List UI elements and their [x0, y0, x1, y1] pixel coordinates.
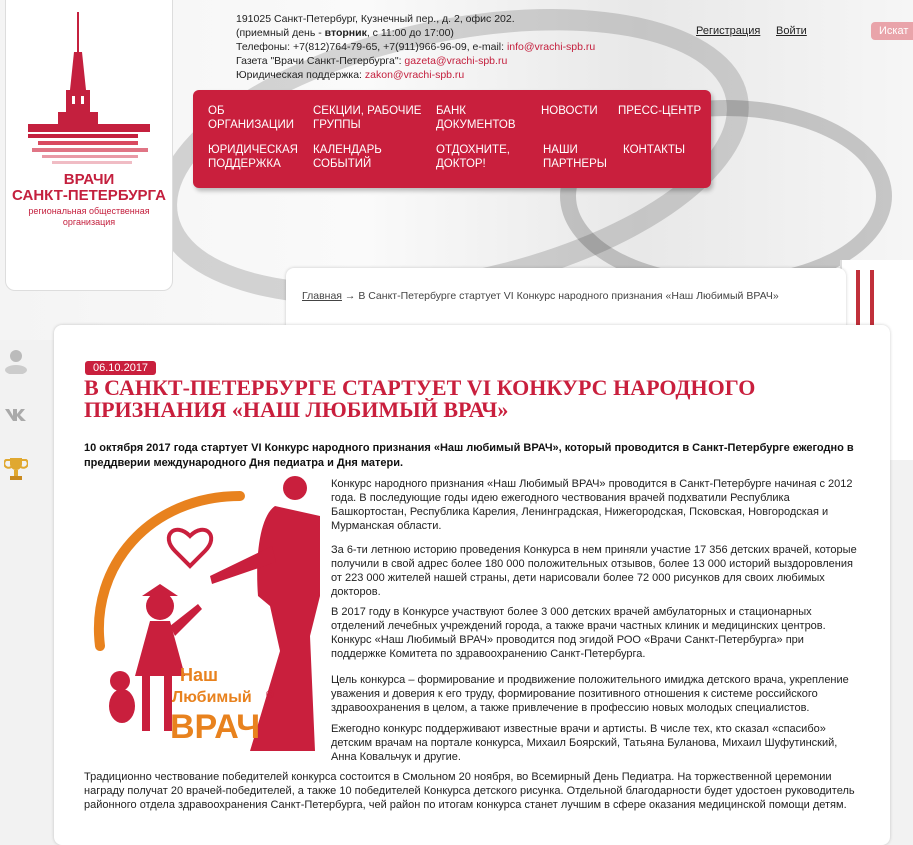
breadcrumb-home[interactable]: Главная — [302, 290, 342, 302]
article-title: В САНКТ-ПЕТЕРБУРГЕ СТАРТУЕТ VI КОНКУРС НАРОДНОГО ПРИЗНАНИЯ «НАШ ЛЮБИМЫЙ ВРАЧ» — [84, 375, 756, 422]
search-button[interactable]: Искат — [871, 22, 913, 40]
logo-sub-1: региональная общественная — [28, 206, 150, 216]
art-line-3: ВРАЧ — [170, 708, 261, 746]
vk-icon[interactable] — [4, 406, 28, 430]
address: 191025 Санкт-Петербург, Кузнечный пер., д. 2, офис 202. — [236, 13, 515, 25]
nav-about[interactable]: ОБ ОРГАНИЗАЦИИ — [208, 105, 294, 131]
breadcrumb-current: В Санкт-Петербурге стартует VI Конкурс народного признания «Наш Любимый ВРАЧ» — [358, 290, 779, 302]
article-date: 06.10.2017 — [85, 361, 156, 375]
breadcrumb: Главная → В Санкт-Петербурге стартует VI Конкурс народного признания «Наш Любимый ВРАЧ» — [302, 290, 779, 302]
doctor-child-illustration — [80, 476, 320, 766]
trophy-icon[interactable] — [4, 456, 28, 480]
logo-line-1: ВРАЧИ — [63, 171, 115, 188]
art-line-2: Любимый — [172, 689, 252, 706]
nav-news[interactable]: НОВОСТИ — [541, 105, 598, 117]
article-paragraph-3: В 2017 году в Конкурсе участвуют более 3 000 детских врачей амбулаторных и стационарных отделений лечебных учреждений города, а также врачи частных клиник и медицинских центров. Конкурс «Наш Любимый ВРАЧ» проводится под эгидой РОО «Врачи Санкт-Петербурга» при поддержке Комитета по здравоохранению Санкт-Петербурга. — [331, 606, 826, 660]
nav-contacts[interactable]: КОНТАКТЫ — [623, 144, 686, 156]
nav-documents[interactable]: БАНК ДОКУМЕНТОВ — [436, 105, 516, 131]
office-hours: (приемный день - вторник, с 11:00 до 17:00) — [236, 27, 454, 39]
gazeta: Газета "Врачи Санкт-Петербурга": gazeta@vrachi-spb.ru — [236, 55, 508, 67]
article-paragraph-1: Конкурс народного признания «Наш Любимый ВРАЧ» проводится в Санкт-Петербурге начиная с 2012 года. В последующие годы идею ежегодного чествования врачей подхватили Республика Башкортостан, Республика Карелия, Ленинградская, Нижегородская, Псковская, Новгородская и Мурманская области. — [331, 478, 853, 532]
gazeta-email-link[interactable]: gazeta@vrachi-spb.ru — [404, 55, 508, 67]
article-paragraph-2: За 6-ти летнюю историю проведения Конкурса в нем приняли участие 17 356 детских врачей, которые получили в свой адрес более 180 000 положительных отзывов, более 13 000 историй выздоровления от 223 000 жителей нашей страны, дети нарисовали более 72 000 рисунков для своих любимых докторов. — [331, 544, 857, 598]
contest-logo-image — [80, 476, 320, 766]
nav-relax[interactable]: ОТДОХНИТЕ, ДОКТОР! — [436, 144, 510, 170]
register-link[interactable]: Регистрация — [696, 25, 761, 37]
nav-partners[interactable]: НАШИ ПАРТНЕРЫ — [543, 144, 607, 170]
main-navigation — [193, 90, 711, 188]
article-lead: 10 октября 2017 года стартует VI Конкурс народного признания «Наш любимый ВРАЧ», который проводится в Санкт-Петербурге ежегодно в преддверии международного Дня педиатра и Дня матери. — [84, 442, 854, 469]
article-paragraph-6: Традиционно чествование победителей конкурса состоится в Смольном 20 ноября, во Всемирный День Педиатра. На торжественной церемонии награду получат 20 врачей-победителей, а также 10 победителей Конкурса детского рисунка. Отдельной благодарности будет удостоен руководитель районного отдела здравоохранения Санкт-Петербурга, чей район по итогам конкурса станет лучшим в сфере оказания медицинской помощи детям. — [84, 771, 855, 811]
article-paragraph-4: Цель конкурса – формирование и продвижение положительного имиджа детского врача, укрепление уважения и доверия к его труду, формирование позитивного отношения к системе российского здравоохранения в целом, а также привлечение в профессию новых молодых специалистов. — [331, 674, 849, 714]
email-link[interactable]: info@vrachi-spb.ru — [506, 41, 596, 53]
nav-sections[interactable]: СЕКЦИИ, РАБОЧИЕ ГРУППЫ — [313, 105, 422, 131]
login-link[interactable]: Войти — [776, 25, 807, 37]
logo-line-2: САНКТ-ПЕТЕРБУРГА — [12, 187, 166, 204]
site-logo[interactable] — [5, 0, 173, 291]
phones: Телефоны: +7(812)764-79-65, +7(911)966-96-09, e-mail: info@vrachi-spb.ru — [236, 41, 596, 53]
contact-info — [236, 12, 595, 82]
art-line-1: Наш — [180, 665, 219, 685]
nav-calendar[interactable]: КАЛЕНДАРЬ СОБЫТИЙ — [313, 144, 382, 170]
art-registered-mark: ® — [266, 689, 275, 701]
legal-support: Юридическая поддержка: zakon@vrachi-spb.ru — [236, 69, 465, 81]
nav-press-center[interactable]: ПРЕСС-ЦЕНТР — [618, 105, 702, 117]
peter-paul-fortress-icon — [28, 12, 150, 172]
article-paragraph-5: Ежегодно конкурс поддерживают известные врачи и артисты. В числе тех, кто сказал «спасибо» детским врачам на портале конкурса, Михаил Боярский, Татьяна Буланова, Михаил Шуфутинский, Анна Ковальчук и другие. — [331, 723, 838, 763]
user-icon[interactable] — [4, 348, 28, 372]
logo-sub-2: организация — [62, 217, 116, 227]
legal-email-link[interactable]: zakon@vrachi-spb.ru — [364, 69, 465, 81]
nav-legal[interactable]: ЮРИДИЧЕСКАЯ ПОДДЕРЖКА — [208, 144, 298, 170]
